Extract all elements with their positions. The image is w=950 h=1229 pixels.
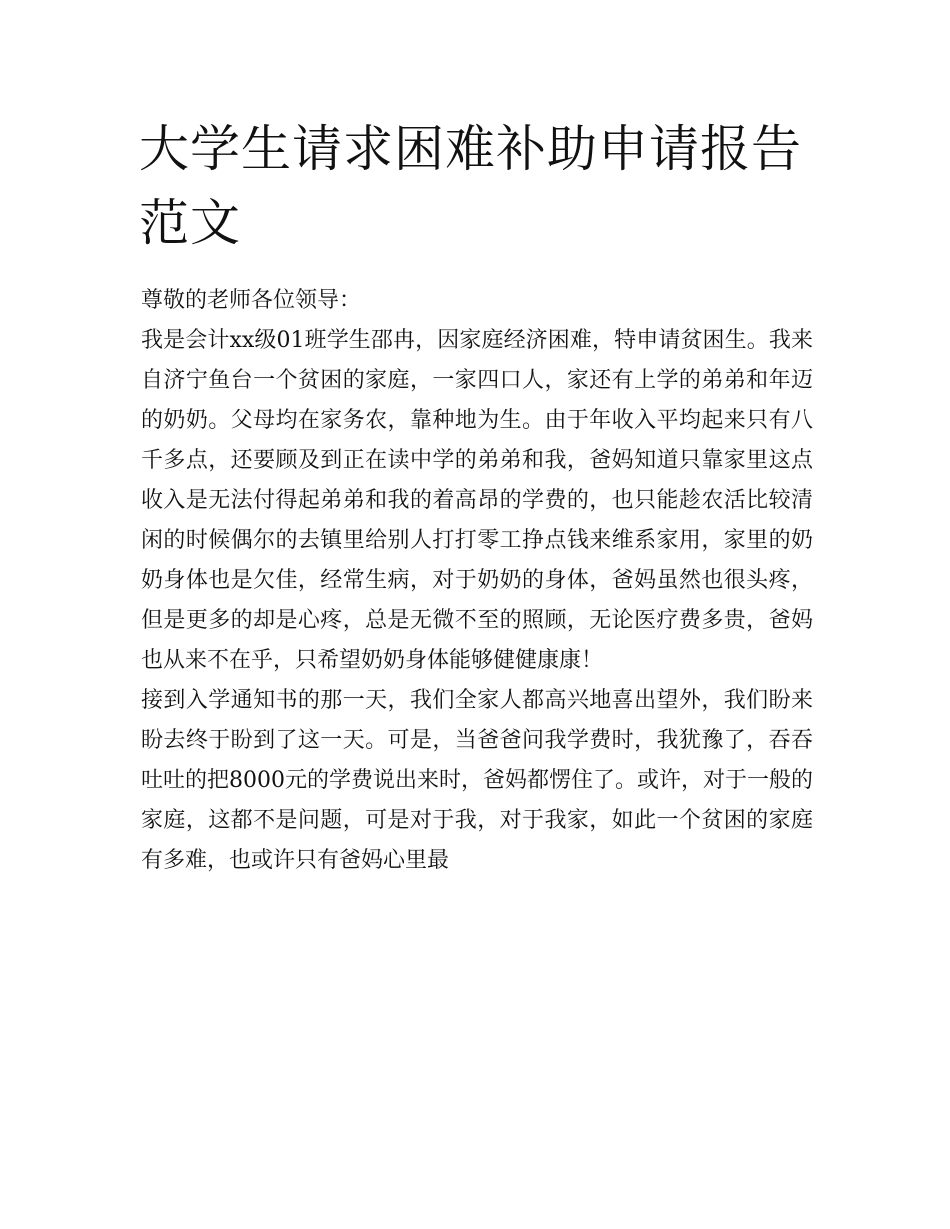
body-paragraph: 接到入学通知书的那一天，我们全家人都高兴地喜出望外，我们盼来盼去终于盼到了这一天。可是，当爸爸问我学费时，我犹豫了，吞吞吐吐的把8000元的学费说出来时，爸妈都愣住了。或许，对于一般的家庭，这都不是问题，可是对于我，对于我家，如此一个贫困的家庭有多难，也或许只有爸妈心里最 [141, 688, 813, 873]
document-title: 大学生请求困难补助申请报告范文 [139, 120, 802, 252]
salutation: 尊敬的老师各位领导： [141, 288, 362, 313]
body-paragraph: 我是会计xx级01班学生邵冉，因家庭经济困难，特申请贫困生。我来自济宁鱼台一个贫困的家庭，一家四口人，家还有上学的弟弟和年迈的奶奶。父母均在家务农，靠种地为生。由于年收入平均起来只有八千多点，还要顾及到正在读中学的弟弟和我，爸妈知道只靠家里这点收入是无法付得起弟弟和我的着高昂的学费的，也只能趁农活比较清闲的时候偶尔的去镇里给别人打打零工挣点钱来维系家用，家里的奶奶身体也是欠佳，经常生病，对于奶奶的身体，爸妈虽然也很头疼，但是更多的却是心疼，总是无微不至的照顾，无论医疗费多贵，爸妈也从来不在乎，只希望奶奶身体能够健健康康！ [141, 328, 813, 673]
document-body [141, 281, 813, 881]
